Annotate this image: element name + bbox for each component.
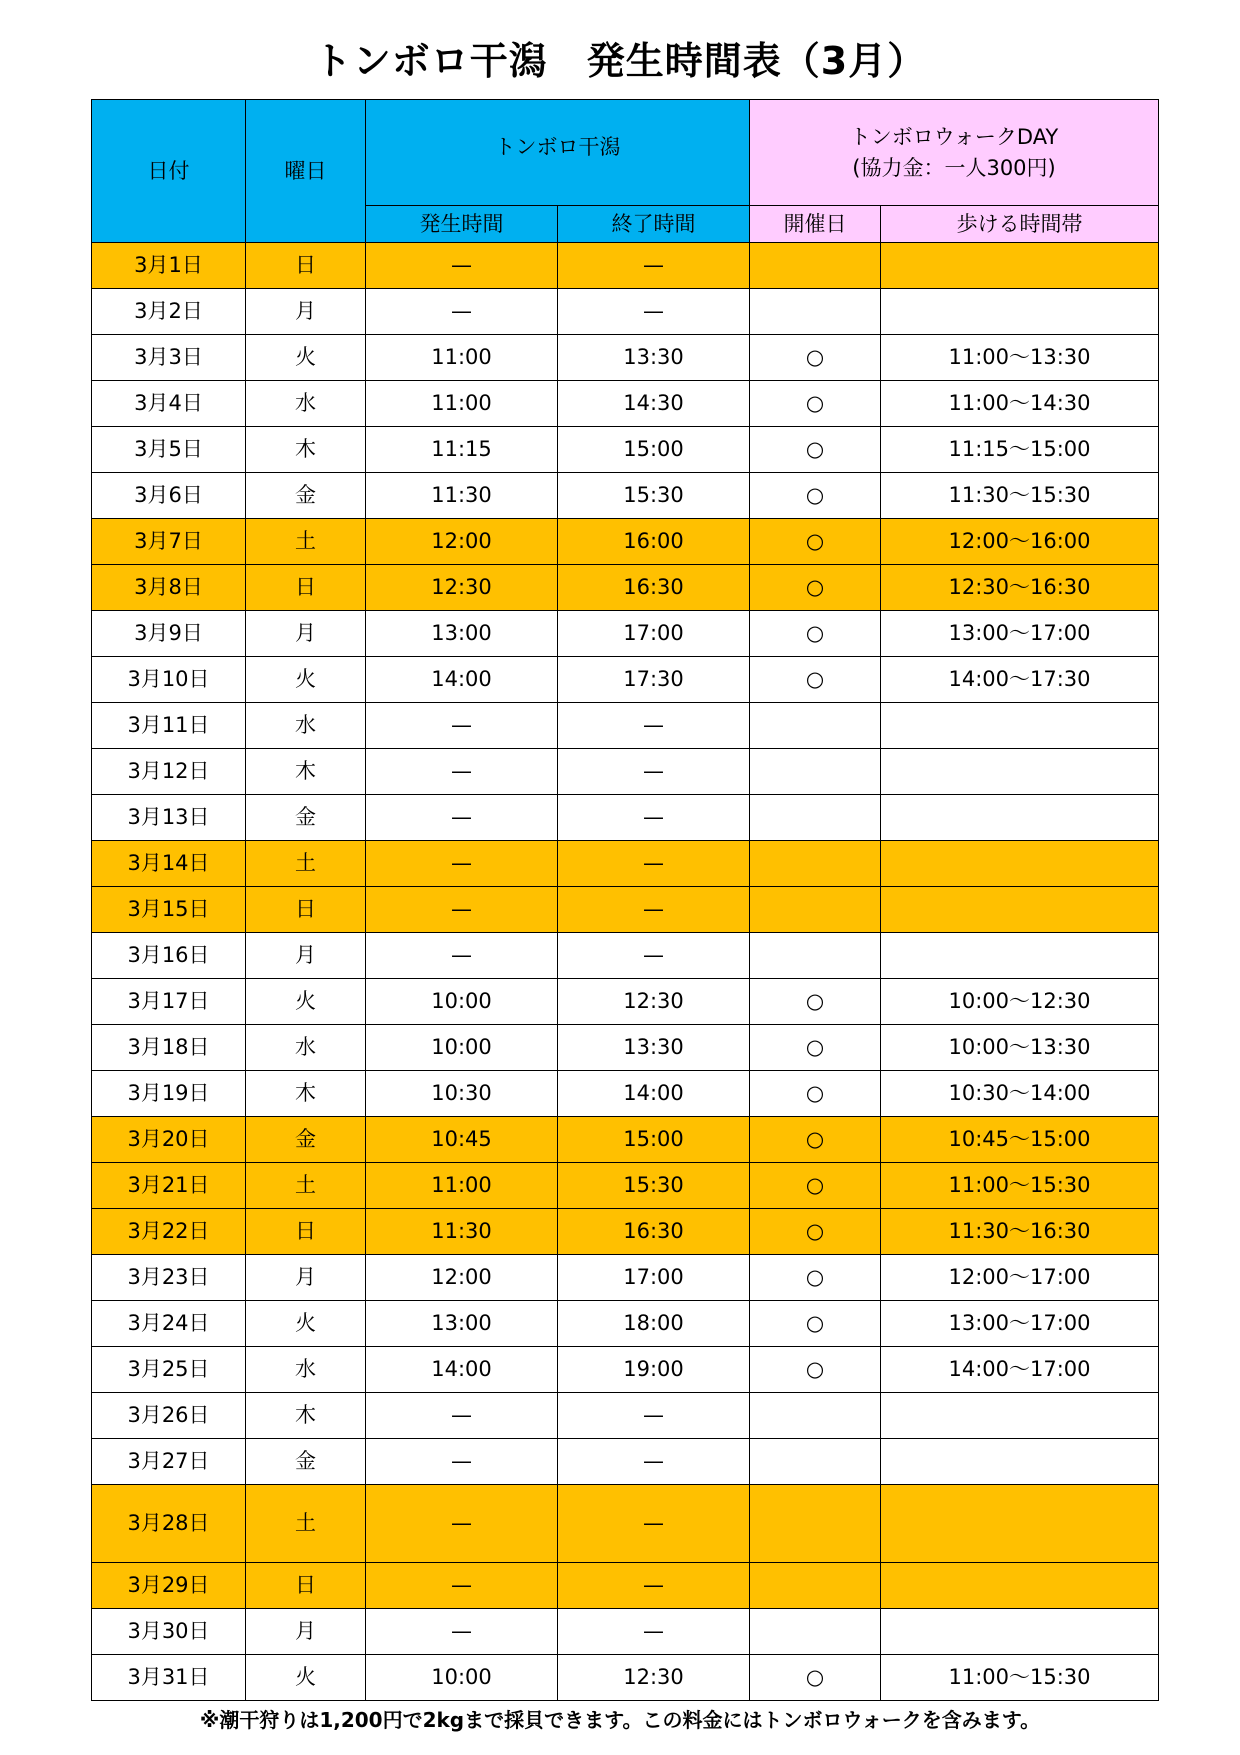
end-time-cell: 13:30: [558, 335, 750, 381]
table-row: [92, 979, 1159, 1025]
table-row: [92, 1071, 1159, 1117]
start-time-cell: 14:00: [366, 657, 558, 703]
end-time-cell: 17:00: [558, 611, 750, 657]
event-day-cell: [750, 289, 881, 335]
event-day-cell: ○: [750, 381, 881, 427]
date-cell: 3月9日: [92, 611, 246, 657]
table-row: [92, 381, 1159, 427]
walk-time-cell: 12:00～17:00: [881, 1255, 1159, 1301]
walk-time-cell: [881, 703, 1159, 749]
walk-time-cell: 11:30～15:30: [881, 473, 1159, 519]
end-time-cell: 12:30: [558, 979, 750, 1025]
event-day-cell: ○: [750, 473, 881, 519]
end-time-cell: —: [558, 749, 750, 795]
table-row: [92, 1393, 1159, 1439]
walk-time-cell: 11:15～15:00: [881, 427, 1159, 473]
walk-time-cell: 10:30～14:00: [881, 1071, 1159, 1117]
walk-time-cell: [881, 1609, 1159, 1655]
date-cell: 3月24日: [92, 1301, 246, 1347]
date-cell: 3月8日: [92, 565, 246, 611]
event-day-cell: [750, 1393, 881, 1439]
start-time-cell: —: [366, 703, 558, 749]
end-time-cell: —: [558, 289, 750, 335]
walk-time-cell: [881, 1439, 1159, 1485]
weekday-cell: 月: [246, 289, 366, 335]
weekday-cell: 日: [246, 565, 366, 611]
table-row: [92, 1563, 1159, 1609]
date-cell: 3月20日: [92, 1117, 246, 1163]
event-day-cell: ○: [750, 1347, 881, 1393]
walk-time-cell: 11:00～13:30: [881, 335, 1159, 381]
header-walk-time: 歩ける時間帯: [881, 206, 1159, 243]
walk-time-cell: 12:30～16:30: [881, 565, 1159, 611]
end-time-cell: 15:30: [558, 1163, 750, 1209]
date-cell: 3月14日: [92, 841, 246, 887]
date-cell: 3月19日: [92, 1071, 246, 1117]
start-time-cell: —: [366, 1609, 558, 1655]
start-time-cell: —: [366, 795, 558, 841]
walk-time-cell: [881, 749, 1159, 795]
table-row: [92, 1025, 1159, 1071]
walk-time-cell: 12:00～16:00: [881, 519, 1159, 565]
event-day-cell: ○: [750, 519, 881, 565]
start-time-cell: 12:00: [366, 1255, 558, 1301]
date-cell: 3月3日: [92, 335, 246, 381]
walk-time-cell: 13:00～17:00: [881, 611, 1159, 657]
end-time-cell: 15:00: [558, 427, 750, 473]
event-day-cell: [750, 1563, 881, 1609]
start-time-cell: 13:00: [366, 1301, 558, 1347]
table-row: [92, 1609, 1159, 1655]
weekday-cell: 金: [246, 473, 366, 519]
event-day-cell: [750, 841, 881, 887]
date-cell: 3月26日: [92, 1393, 246, 1439]
weekday-cell: 木: [246, 1393, 366, 1439]
start-time-cell: 11:15: [366, 427, 558, 473]
header-end-time: 終了時間: [558, 206, 750, 243]
end-time-cell: 14:30: [558, 381, 750, 427]
date-cell: 3月25日: [92, 1347, 246, 1393]
end-time-cell: —: [558, 1485, 750, 1563]
start-time-cell: —: [366, 1439, 558, 1485]
event-day-cell: [750, 795, 881, 841]
weekday-cell: 日: [246, 887, 366, 933]
start-time-cell: 12:30: [366, 565, 558, 611]
end-time-cell: 15:30: [558, 473, 750, 519]
date-cell: 3月12日: [92, 749, 246, 795]
walk-time-cell: 10:00～13:30: [881, 1025, 1159, 1071]
header-tombolo-group: トンボロ干潟: [366, 100, 750, 206]
date-cell: 3月13日: [92, 795, 246, 841]
end-time-cell: —: [558, 887, 750, 933]
table-row: [92, 657, 1159, 703]
start-time-cell: —: [366, 1563, 558, 1609]
weekday-cell: 水: [246, 1025, 366, 1071]
event-day-cell: ○: [750, 1117, 881, 1163]
table-row: [92, 1485, 1159, 1563]
date-cell: 3月1日: [92, 243, 246, 289]
table-row: [92, 1439, 1159, 1485]
event-day-cell: [750, 1609, 881, 1655]
weekday-cell: 水: [246, 381, 366, 427]
table-row: [92, 335, 1159, 381]
end-time-cell: 16:30: [558, 565, 750, 611]
end-time-cell: —: [558, 933, 750, 979]
event-day-cell: ○: [750, 1255, 881, 1301]
event-day-cell: ○: [750, 1209, 881, 1255]
table-row: [92, 1163, 1159, 1209]
start-time-cell: 10:00: [366, 979, 558, 1025]
date-cell: 3月15日: [92, 887, 246, 933]
walk-time-cell: [881, 1485, 1159, 1563]
header-weekday: 曜日: [246, 100, 366, 243]
walk-time-cell: [881, 1393, 1159, 1439]
start-time-cell: 10:30: [366, 1071, 558, 1117]
walk-time-cell: 14:00～17:30: [881, 657, 1159, 703]
event-day-cell: [750, 749, 881, 795]
weekday-cell: 月: [246, 1255, 366, 1301]
walk-time-cell: 11:00～15:30: [881, 1163, 1159, 1209]
weekday-cell: 月: [246, 611, 366, 657]
table-row: [92, 519, 1159, 565]
event-day-cell: ○: [750, 979, 881, 1025]
table-row: [92, 1209, 1159, 1255]
weekday-cell: 土: [246, 1485, 366, 1563]
table-row: [92, 703, 1159, 749]
walk-time-cell: [881, 289, 1159, 335]
date-cell: 3月7日: [92, 519, 246, 565]
weekday-cell: 火: [246, 657, 366, 703]
end-time-cell: 15:00: [558, 1117, 750, 1163]
weekday-cell: 木: [246, 749, 366, 795]
weekday-cell: 木: [246, 427, 366, 473]
walk-time-cell: [881, 1563, 1159, 1609]
end-time-cell: 18:00: [558, 1301, 750, 1347]
end-time-cell: —: [558, 703, 750, 749]
date-cell: 3月6日: [92, 473, 246, 519]
start-time-cell: —: [366, 887, 558, 933]
start-time-cell: —: [366, 749, 558, 795]
event-day-cell: [750, 887, 881, 933]
date-cell: 3月23日: [92, 1255, 246, 1301]
start-time-cell: —: [366, 1485, 558, 1563]
start-time-cell: 10:00: [366, 1025, 558, 1071]
date-cell: 3月30日: [92, 1609, 246, 1655]
date-cell: 3月21日: [92, 1163, 246, 1209]
date-cell: 3月11日: [92, 703, 246, 749]
weekday-cell: 火: [246, 979, 366, 1025]
walk-time-cell: [881, 887, 1159, 933]
event-day-cell: ○: [750, 657, 881, 703]
weekday-cell: 金: [246, 1439, 366, 1485]
date-cell: 3月27日: [92, 1439, 246, 1485]
weekday-cell: 土: [246, 841, 366, 887]
end-time-cell: 16:30: [558, 1209, 750, 1255]
walk-time-cell: 10:45～15:00: [881, 1117, 1159, 1163]
table-row: [92, 1655, 1159, 1701]
weekday-cell: 土: [246, 519, 366, 565]
walk-time-cell: 11:00～14:30: [881, 381, 1159, 427]
walk-time-cell: 13:00～17:00: [881, 1301, 1159, 1347]
tide-schedule-table: [91, 99, 1159, 1701]
end-time-cell: —: [558, 243, 750, 289]
walk-time-cell: [881, 933, 1159, 979]
weekday-cell: 月: [246, 1609, 366, 1655]
walk-time-cell: 14:00～17:00: [881, 1347, 1159, 1393]
footnote: ※潮干狩りは1,200円で2kgまで採貝できます。この料金にはトンボロウォークを含みます。: [199, 1708, 1041, 1732]
end-time-cell: 12:30: [558, 1655, 750, 1701]
end-time-cell: —: [558, 1439, 750, 1485]
table-row: [92, 841, 1159, 887]
event-day-cell: ○: [750, 611, 881, 657]
schedule-rows: [92, 243, 1159, 1701]
start-time-cell: 12:00: [366, 519, 558, 565]
date-cell: 3月29日: [92, 1563, 246, 1609]
table-row: [92, 243, 1159, 289]
table-row: [92, 289, 1159, 335]
start-time-cell: 11:30: [366, 473, 558, 519]
table-row: [92, 1255, 1159, 1301]
weekday-cell: 火: [246, 1655, 366, 1701]
weekday-cell: 水: [246, 1347, 366, 1393]
weekday-cell: 金: [246, 1117, 366, 1163]
header-walk-title: トンボロウォークDAY: [849, 125, 1059, 150]
end-time-cell: —: [558, 841, 750, 887]
start-time-cell: —: [366, 289, 558, 335]
start-time-cell: —: [366, 841, 558, 887]
date-cell: 3月22日: [92, 1209, 246, 1255]
table-row: [92, 887, 1159, 933]
start-time-cell: 11:00: [366, 1163, 558, 1209]
event-day-cell: ○: [750, 1301, 881, 1347]
start-time-cell: 11:00: [366, 335, 558, 381]
weekday-cell: 土: [246, 1163, 366, 1209]
date-cell: 3月16日: [92, 933, 246, 979]
date-cell: 3月31日: [92, 1655, 246, 1701]
end-time-cell: —: [558, 1609, 750, 1655]
end-time-cell: 16:00: [558, 519, 750, 565]
end-time-cell: —: [558, 1563, 750, 1609]
start-time-cell: 14:00: [366, 1347, 558, 1393]
event-day-cell: ○: [750, 1071, 881, 1117]
weekday-cell: 火: [246, 1301, 366, 1347]
walk-time-cell: [881, 243, 1159, 289]
start-time-cell: —: [366, 243, 558, 289]
start-time-cell: —: [366, 933, 558, 979]
end-time-cell: 19:00: [558, 1347, 750, 1393]
event-day-cell: ○: [750, 565, 881, 611]
start-time-cell: 11:30: [366, 1209, 558, 1255]
event-day-cell: [750, 703, 881, 749]
end-time-cell: —: [558, 1393, 750, 1439]
date-cell: 3月5日: [92, 427, 246, 473]
table-row: [92, 749, 1159, 795]
table-row: [92, 473, 1159, 519]
end-time-cell: 17:30: [558, 657, 750, 703]
start-time-cell: 10:00: [366, 1655, 558, 1701]
start-time-cell: —: [366, 1393, 558, 1439]
header-walk-fee: (協力金：一人300円): [852, 155, 1056, 180]
weekday-cell: 火: [246, 335, 366, 381]
table-row: [92, 611, 1159, 657]
end-time-cell: 14:00: [558, 1071, 750, 1117]
event-day-cell: ○: [750, 1025, 881, 1071]
table-row: [92, 1301, 1159, 1347]
walk-time-cell: [881, 795, 1159, 841]
weekday-cell: 水: [246, 703, 366, 749]
date-cell: 3月17日: [92, 979, 246, 1025]
table-row: [92, 427, 1159, 473]
event-day-cell: [750, 243, 881, 289]
header-event-day: 開催日: [750, 206, 881, 243]
header-start-time: 発生時間: [366, 206, 558, 243]
date-cell: 3月28日: [92, 1485, 246, 1563]
event-day-cell: ○: [750, 1655, 881, 1701]
table-row: [92, 933, 1159, 979]
start-time-cell: 10:45: [366, 1117, 558, 1163]
date-cell: 3月10日: [92, 657, 246, 703]
walk-time-cell: 10:00～12:30: [881, 979, 1159, 1025]
weekday-cell: 金: [246, 795, 366, 841]
event-day-cell: [750, 1439, 881, 1485]
walk-time-cell: 11:00～15:30: [881, 1655, 1159, 1701]
start-time-cell: 13:00: [366, 611, 558, 657]
header-date: 日付: [92, 100, 246, 243]
table-row: [92, 1117, 1159, 1163]
end-time-cell: 17:00: [558, 1255, 750, 1301]
event-day-cell: [750, 933, 881, 979]
event-day-cell: ○: [750, 1163, 881, 1209]
table-row: [92, 565, 1159, 611]
event-day-cell: [750, 1485, 881, 1563]
date-cell: 3月18日: [92, 1025, 246, 1071]
end-time-cell: —: [558, 795, 750, 841]
date-cell: 3月4日: [92, 381, 246, 427]
walk-time-cell: [881, 841, 1159, 887]
weekday-cell: 日: [246, 1563, 366, 1609]
weekday-cell: 月: [246, 933, 366, 979]
header-walk-group: [750, 100, 1159, 206]
page-title: トンボロ干潟 発生時間表（3月）: [313, 39, 927, 83]
walk-time-cell: 11:30～16:30: [881, 1209, 1159, 1255]
start-time-cell: 11:00: [366, 381, 558, 427]
weekday-cell: 日: [246, 243, 366, 289]
table-row: [92, 795, 1159, 841]
table-row: [92, 1347, 1159, 1393]
event-day-cell: ○: [750, 427, 881, 473]
weekday-cell: 日: [246, 1209, 366, 1255]
date-cell: 3月2日: [92, 289, 246, 335]
weekday-cell: 木: [246, 1071, 366, 1117]
end-time-cell: 13:30: [558, 1025, 750, 1071]
event-day-cell: ○: [750, 335, 881, 381]
